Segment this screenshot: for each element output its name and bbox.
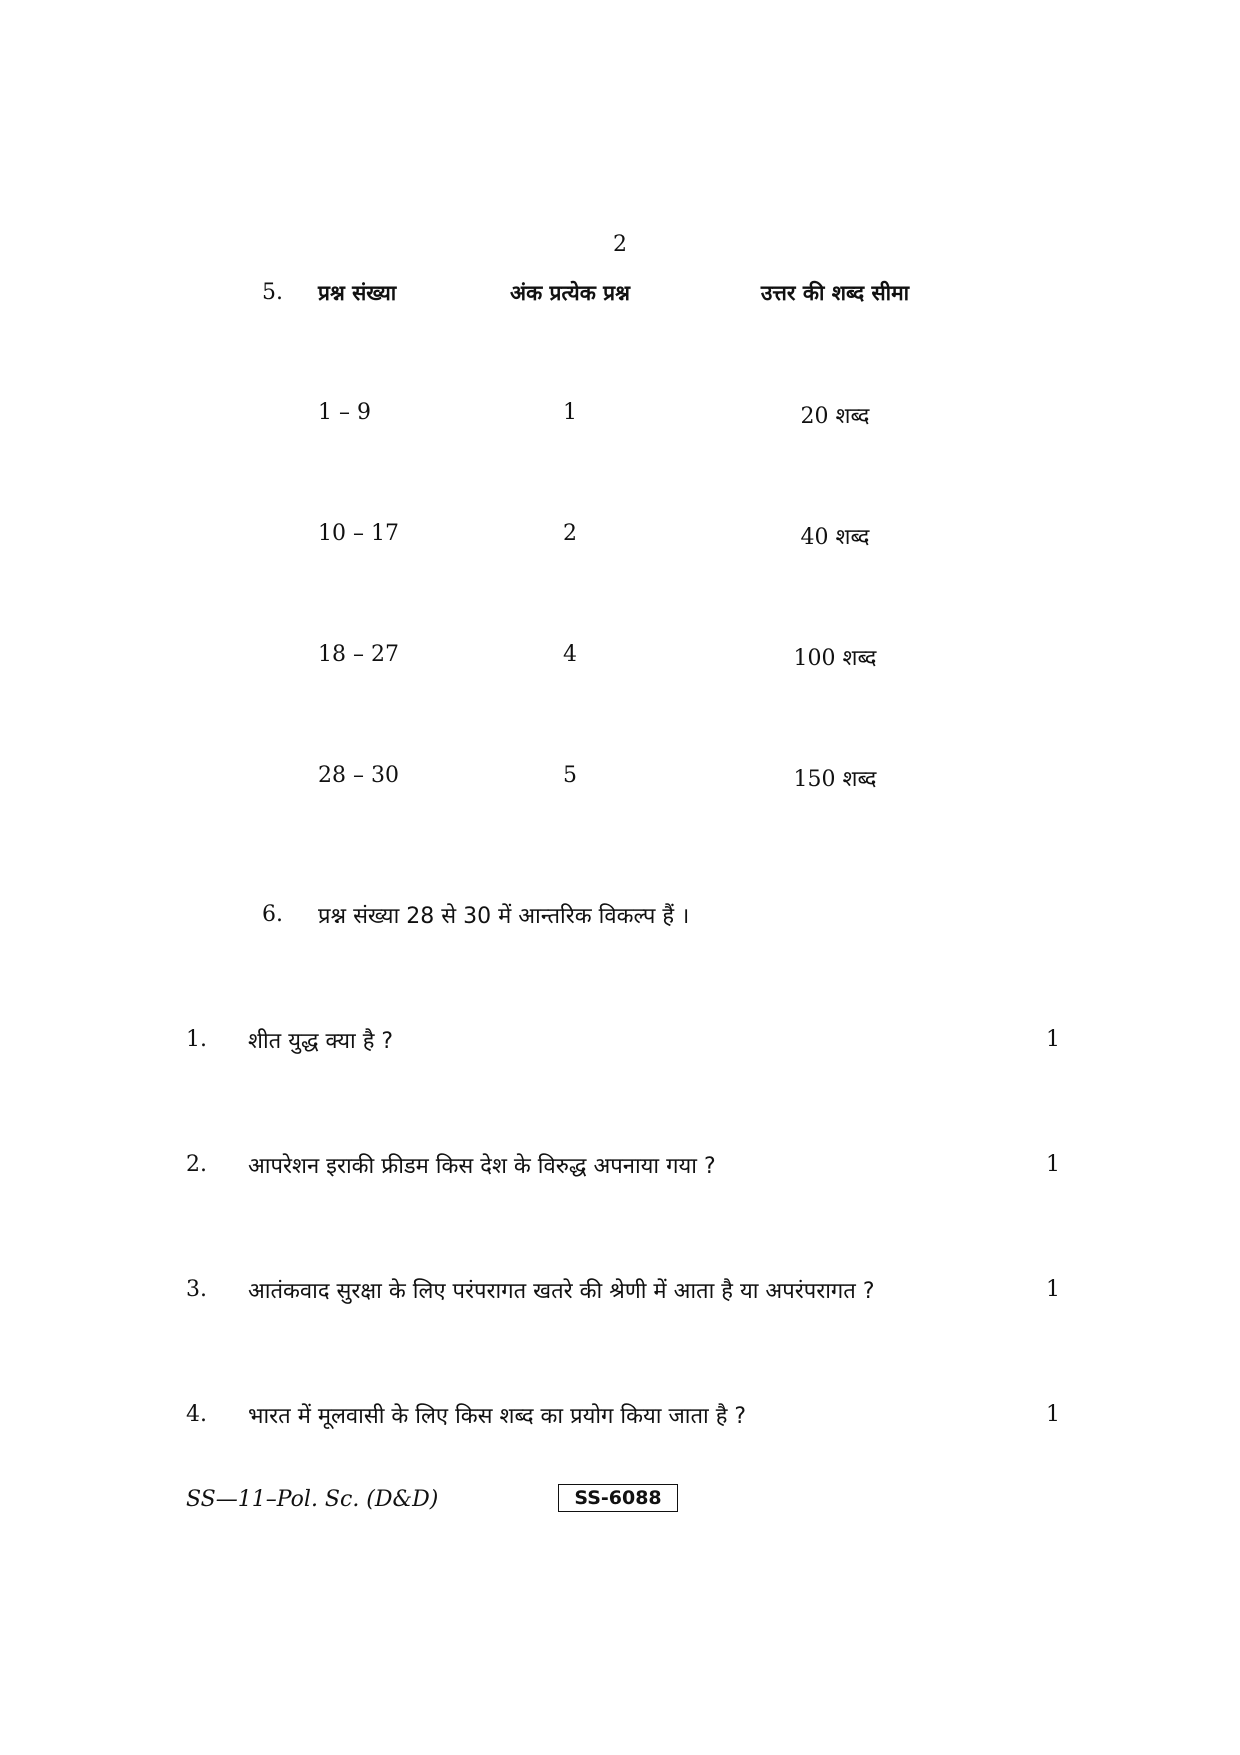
row-3-marks: 4 [563, 642, 577, 667]
question-text: आपरेशन इराकी फ्रीडम किस देश के विरुद्ध अपनाया गया ? [248, 1154, 716, 1179]
question-number: 2. [186, 1152, 207, 1177]
row-4-limit: 150 शब्द [793, 767, 877, 792]
question-marks: 1 [1046, 1402, 1060, 1427]
footer-paper-code: SS-6088 [558, 1484, 678, 1512]
question-number: 4. [186, 1402, 207, 1427]
row-3-limit: 100 शब्द [793, 646, 877, 671]
footer-subject-code: SS—11–Pol. Sc. (D&D) [186, 1487, 439, 1512]
header-question-number: प्रश्न संख्या [318, 281, 397, 305]
page-number: 2 [613, 232, 627, 257]
question-text: भारत में मूलवासी के लिए किस शब्द का प्रयोग किया जाता है ? [248, 1404, 747, 1429]
row-4-marks: 5 [563, 763, 577, 788]
instruction-5-number: 5. [262, 280, 283, 305]
row-4-range: 28 – 30 [318, 763, 399, 788]
question-marks: 1 [1046, 1027, 1060, 1052]
question-marks: 1 [1046, 1152, 1060, 1177]
row-3-range: 18 – 27 [318, 642, 399, 667]
row-1-marks: 1 [563, 400, 577, 425]
row-2-range: 10 – 17 [318, 521, 399, 546]
question-number: 1. [186, 1027, 207, 1052]
header-word-limit: उत्तर की शब्द सीमा [760, 281, 910, 305]
question-text: शीत युद्ध क्या है ? [248, 1029, 394, 1054]
row-2-marks: 2 [563, 521, 577, 546]
row-1-range: 1 – 9 [318, 400, 371, 425]
instruction-6-number: 6. [262, 902, 283, 927]
header-marks-per-question: अंक प्रत्येक प्रश्न [510, 281, 630, 305]
question-text: आतंकवाद सुरक्षा के लिए परंपरागत खतरे की श्रेणी में आता है या अपरंपरागत ? [248, 1279, 875, 1304]
row-1-limit: 20 शब्द [800, 404, 870, 429]
question-marks: 1 [1046, 1277, 1060, 1302]
instruction-6-text: प्रश्न संख्या 28 से 30 में आन्तरिक विकल्प हैं । [318, 904, 690, 929]
question-number: 3. [186, 1277, 207, 1302]
row-2-limit: 40 शब्द [800, 525, 870, 550]
